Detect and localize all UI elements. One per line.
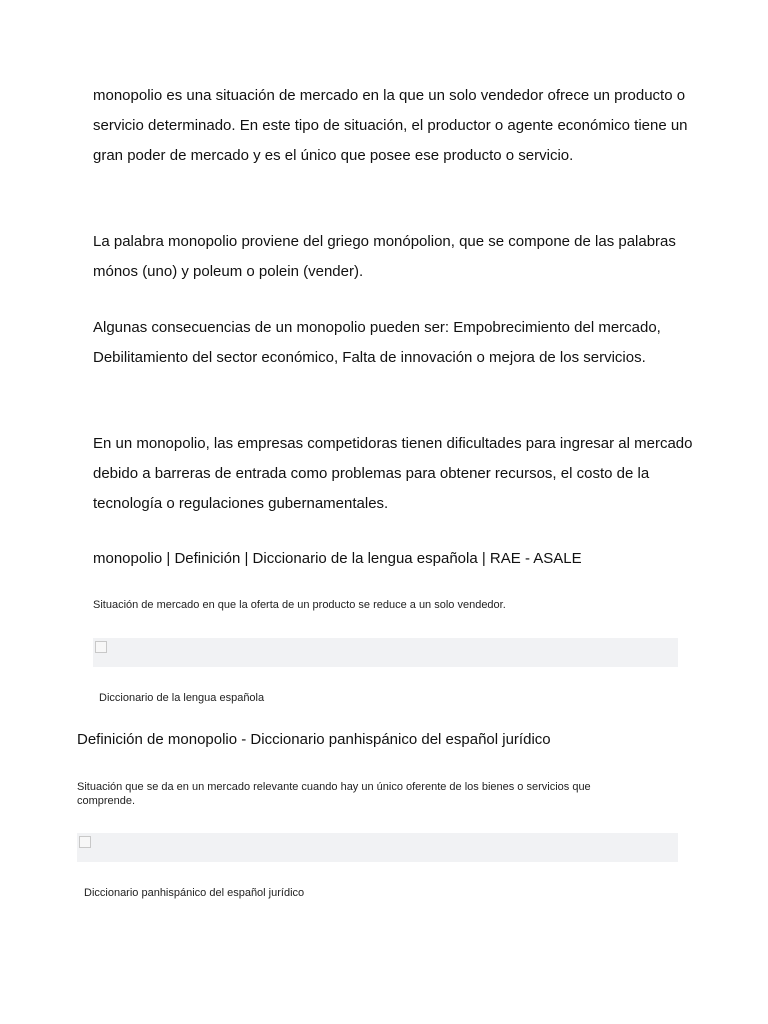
result-title-link[interactable]: Definición de monopolio - Diccionario panhispánico del español jurídico — [77, 731, 551, 748]
paragraph-definition: monopolio es una situación de mercado en la que un solo vendedor ofrece un producto o servicio determinado. En este tipo de situación, el productor o agente económico tiene un gran poder de mercado y es el único que posee ese producto o servicio. — [93, 87, 688, 164]
paragraph-barriers: En un monopolio, las empresas competidoras tienen dificultades para ingresar al mercado debido a barreras de entrada como problemas para obtener recursos, el costo de la tecnología o regulaciones gubernamentales. — [93, 435, 693, 512]
image-placeholder-icon — [95, 641, 107, 653]
result-thumbnail[interactable] — [93, 638, 678, 667]
result-source[interactable]: Diccionario de la lengua española — [99, 692, 265, 704]
result-title-link[interactable]: monopolio | Definición | Diccionario de la lengua española | RAE - ASALE — [93, 550, 582, 567]
result-snippet: Situación que se da en un mercado relevante cuando hay un único oferente de los bienes o servicios que comprende. — [77, 781, 591, 807]
result-thumbnail[interactable] — [77, 833, 678, 862]
result-snippet: Situación de mercado en que la oferta de un producto se reduce a un solo vendedor. — [93, 599, 506, 611]
paragraph-consequences: Algunas consecuencias de un monopolio pueden ser: Empobrecimiento del mercado, Debilitamiento del sector económico, Falta de innovación o mejora de los servicios. — [93, 319, 661, 366]
paragraph-etymology: La palabra monopolio proviene del griego monópolion, que se compone de las palabras mónos (uno) y poleum o polein (vender). — [93, 233, 676, 280]
result-source[interactable]: Diccionario panhispánico del español jurídico — [84, 887, 305, 899]
image-placeholder-icon — [79, 836, 91, 848]
